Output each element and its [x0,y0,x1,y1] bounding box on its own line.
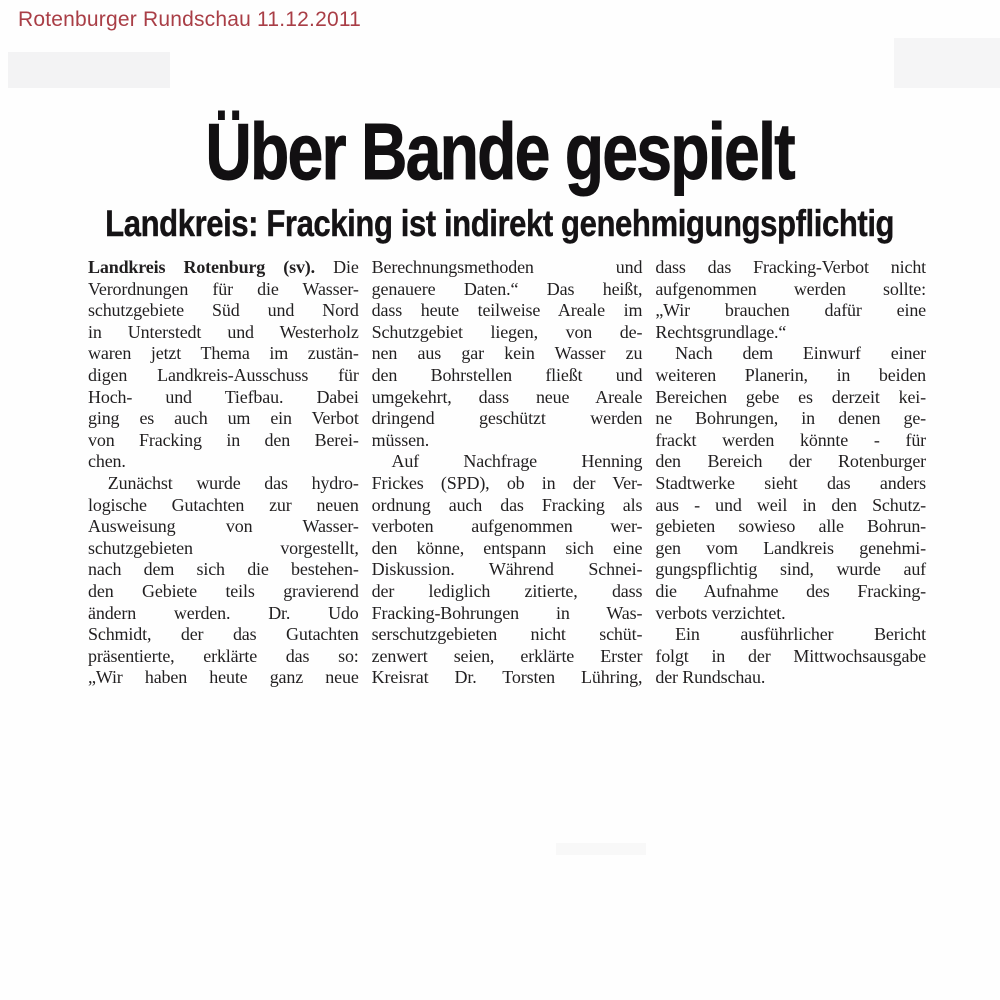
article-column-2 [372,257,643,689]
article-body [88,257,926,689]
scan-artifact [8,52,170,88]
scan-artifact [556,843,646,855]
paragraph: Ein ausführlicher Bericht folgt in der Mittwochsausgabe der Rundschau. [655,624,927,688]
article-column-1 [88,257,359,689]
headline-text: Über Bande gespielt [205,107,795,196]
paragraph: Berechnungsmethoden und genauere Daten.“ Das heißt, dass heute teilweise Areale im Schutzgebiet liegen, von de- nen aus gar kein Wasser zu den Bohrstellen fließt und umgekehrt, dass neue Areale dringend geschützt werden müssen. [371,257,643,450]
paragraph: Auf Nachfrage Henning Frickes (SPD), ob in der Ver- ordnung auch das Fracking als verboten aufgenommen wer- den könne, entspann sich eine Diskussion. Während Schnei- der lediglich zitierte, dass Fracking-Bohrungen in Was- serschutzgebieten nicht schüt- zenwert seien, erklärte Erster Kreisrat Dr. Torsten Lühring, [371,451,643,688]
paragraph: Landkreis Rotenburg (sv). Die Verordnungen für die Wasser- schutzgebiete Süd und Nord in Unterstedt und Westerholz waren jetzt Thema im zustän- digen Landkreis-Ausschuss für Hoch- und Tiefbau. Dabei ging es auch um ein Verbot von Fracking in den Berei- chen. [88,257,359,472]
paragraph: Zunächst wurde das hydro- logische Gutachten zur neuen Ausweisung von Wasser- schutzgebieten vorgestellt, nach dem sich die bestehen- den Gebiete teils gravierend ändern werden. Dr. Udo Schmidt, der das Gutachten präsentierte, erklärte das so: „Wir haben heute ganz neue [88,472,359,688]
scan-artifact [894,38,1000,88]
source-dateline: Rotenburger Rundschau 11.12.2011 [18,8,362,31]
subheadline-text: Landkreis: Fracking ist indirekt genehmigungspflichtig [105,203,895,244]
article-column-3 [655,257,926,689]
article-subheadline [0,203,1000,246]
paragraph: dass das Fracking-Verbot nicht aufgenommen werden sollte: „Wir brauchen dafür eine Rechtsgrundlage.“ [655,257,927,342]
article-headline [0,108,1000,196]
paragraph: Nach dem Einwurf einer weiteren Planerin, in beiden Bereichen gebe es derzeit kei- ne Bohrungen, in denen ge- frackt werden könnte - für den Bereich der Rotenburger Stadtwerke sieht das anders aus - und weil in den Schutz- gebieten sowieso alle Bohrun- gen vom Landkreis genehmi- gungspflichtig sind, wurde auf die Aufnahme des Fracking- verbots verzichtet. [655,343,927,623]
